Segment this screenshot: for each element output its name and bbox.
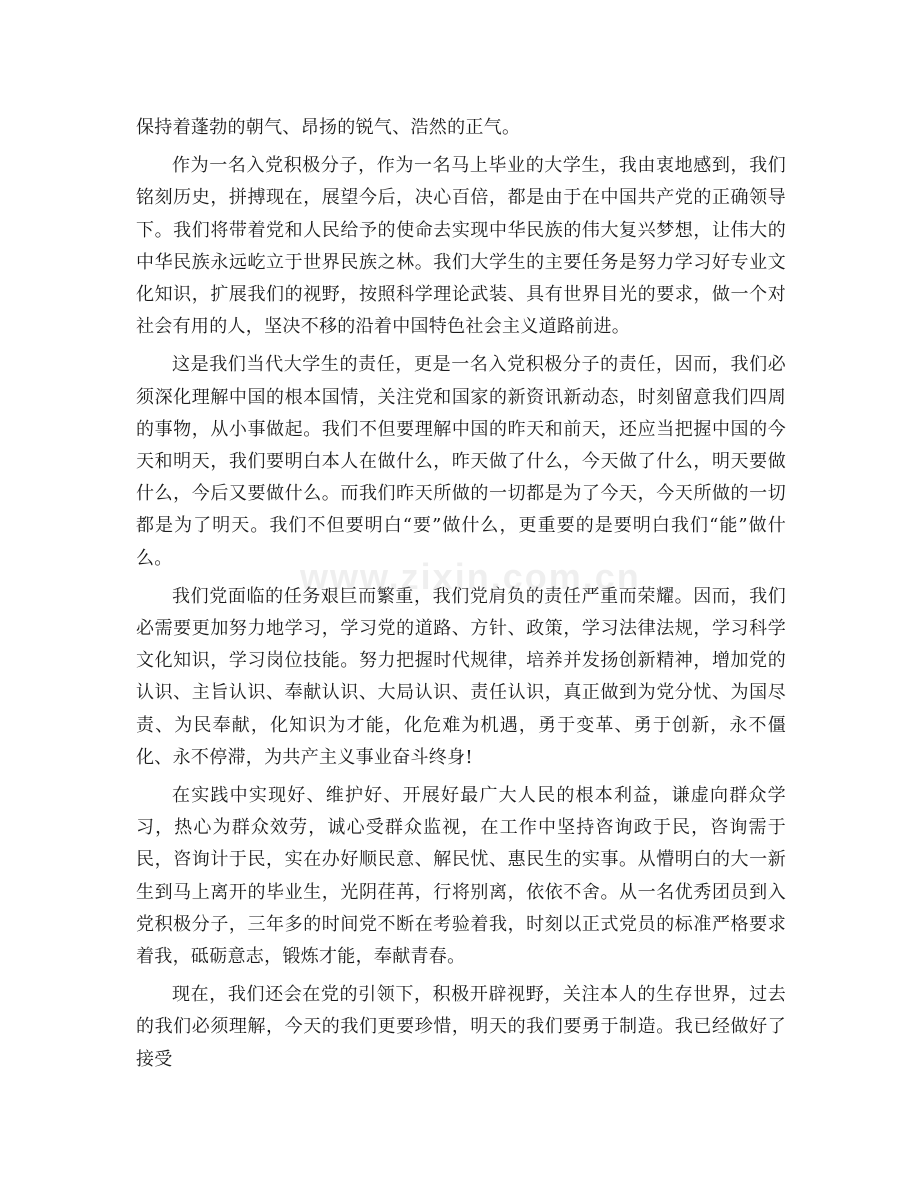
- paragraph-2: 作为一名入党积极分子，作为一名马上毕业的大学生，我由衷地感到，我们铭刻历史，拼搏现在，展望今后，决心百倍，都是由于在中国共产党的正确领导下。我们将带着党和人民给予的使命去实现中华民族的伟大复兴梦想，让伟大的中华民族永远屹立于世界民族之林。我们大学生的主要任务是努力学习好专业文化知识，扩展我们的视野，按照科学理论武装、具有世界目光的要求，做一个对社会有用的人，坚决不移的沿着中国特色社会主义道路前进。: [136, 155, 786, 338]
- paragraph-5: 在实践中实现好、维护好、开展好最广大人民的根本利益，谦虚向群众学习，热心为群众效劳，诚心受群众监视，在工作中坚持咨询政于民，咨询需于民，咨询计于民，实在办好顺民意、解民忧、惠民生的实事。从懵明白的大一新生到马上离开的毕业生，光阴荏苒，行将别离，依依不舍。从一名优秀团员到入党积极分子，三年多的时间党不断在考验着我，时刻以正式党员的标准严格要求着我，砥砺意志，锻炼才能，奉献青春。: [136, 785, 786, 968]
- paragraph-6: 现在，我们还会在党的引领下，积极开辟视野，关注本人的生存世界，过去的我们必须理解，今天的我们更要珍惜，明天的我们要勇于制造。我已经做好了接受: [136, 984, 786, 1070]
- document-page: [136, 112, 786, 1076]
- paragraph-4: 我们党面临的任务艰巨而繁重，我们党肩负的责任严重而荣耀。因而，我们必需要更加努力地学习，学习党的道路、方针、政策，学习法律法规，学习科学文化知识，学习岗位技能。努力把握时代规律，培养并发扬创新精神，增加党的认识、主旨认识、奉献认识、大局认识、责任认识，真正做到为党分忧、为国尽责、为民奉献，化知识为才能，化危难为机遇，勇于变革、勇于创新，永不僵化、永不停滞，为共产主义事业奋斗终身!: [136, 585, 786, 768]
- watermark: www.zixin.com.cn: [300, 556, 641, 597]
- paragraph-1: 保持着蓬勃的朝气、昂扬的锐气、浩然的正气。: [136, 117, 521, 138]
- paragraph-3: 这是我们当代大学生的责任，更是一名入党积极分子的责任，因而，我们必须深化理解中国的根本国情，关注党和国家的新资讯新动态，时刻留意我们四周的事物，从小事做起。我们不但要理解中国的昨天和前天，还应当把握中国的今天和明天，我们要明白本人在做什么，昨天做了什么，今天做了什么，明天要做什么，今后又要做什么。而我们昨天所做的一切都是为了今天，今天所做的一切都是为了明天。我们不但要明白“要”做什么，更重要的是要明白我们“能”做什么。: [136, 354, 786, 569]
